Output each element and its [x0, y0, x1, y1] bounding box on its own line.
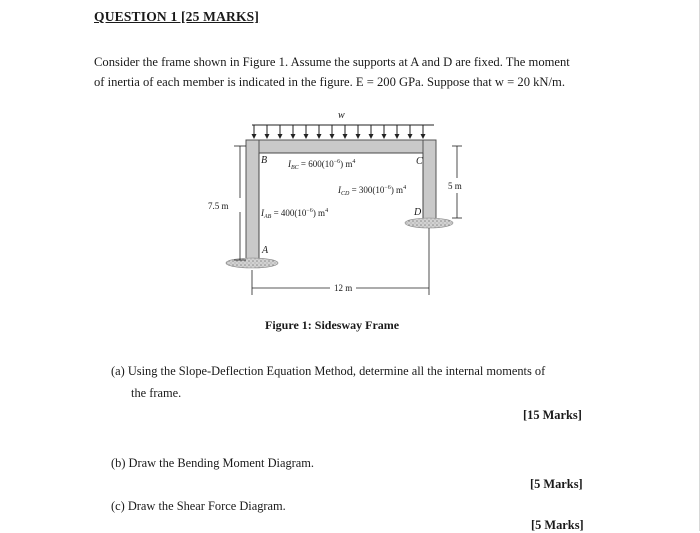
beam-bc — [246, 140, 436, 153]
load-arrowhead — [356, 134, 361, 139]
dimension-left — [208, 146, 246, 260]
fixed-support-a — [226, 258, 278, 268]
load-arrowhead — [395, 134, 400, 139]
question-b: (b) Draw the Bending Moment Diagram. — [111, 456, 315, 470]
load-arrowhead — [317, 134, 322, 139]
question-a-line-2: the frame. — [131, 386, 182, 400]
dimension-bottom — [252, 228, 429, 295]
node-d-label: D — [414, 207, 422, 218]
column-cd — [423, 140, 436, 220]
node-a-label: A — [262, 245, 269, 256]
question-c-marks: [5 Marks] — [531, 518, 584, 532]
question-b-marks: [5 Marks] — [530, 477, 583, 491]
question-a-line-1: (a) Using the Slope-Deflection Equation Method, determine all the internal moments of — [111, 364, 546, 378]
dimension-left-label: 7.5 m — [208, 201, 229, 211]
load-arrowhead — [265, 134, 270, 139]
node-c-label: C — [416, 156, 423, 167]
load-arrowhead — [369, 134, 374, 139]
dimension-right — [448, 146, 462, 218]
load-arrowhead — [304, 134, 309, 139]
column-ab — [246, 140, 259, 260]
load-arrowhead — [421, 134, 426, 139]
inertia-ab-label: $I_{AB} = 400(10^{-6})$ $m^4$ — [261, 208, 329, 220]
distributed-load — [252, 110, 435, 139]
load-label: w — [338, 110, 345, 121]
load-arrowhead — [252, 134, 257, 139]
frame-figure — [196, 100, 496, 310]
node-b-label: B — [261, 155, 268, 166]
load-arrowhead — [382, 134, 387, 139]
problem-statement-line-2: of inertia of each member is indicated in the figure. E = 200 GPa. Suppose that w = 20 kN/m. — [94, 75, 565, 89]
fixed-support-d — [405, 218, 453, 228]
inertia-bc-label: $I_{BC} = 600(10^{-6})$ $m^4$ — [288, 159, 356, 171]
inertia-cd-label: $I_{CD} = 300(10^{-6})$ $m^4$ — [338, 185, 407, 197]
load-arrowhead — [408, 134, 413, 139]
question-a-marks: [15 Marks] — [523, 408, 582, 422]
problem-statement — [94, 52, 604, 92]
question-heading: QUESTION 1 [25 MARKS] — [94, 9, 260, 24]
figure-caption: Figure 1: Sidesway Frame — [265, 318, 400, 332]
load-arrowhead — [278, 134, 283, 139]
problem-statement-line-1: Consider the frame shown in Figure 1. Assume the supports at A and D are fixed. The moment — [94, 55, 570, 69]
dimension-right-label: 5 m — [448, 181, 462, 191]
load-arrowhead — [343, 134, 348, 139]
load-arrowhead — [291, 134, 296, 139]
load-arrowhead — [330, 134, 335, 139]
frame-diagram — [196, 100, 496, 310]
load-arrows — [252, 125, 426, 139]
question-c: (c) Draw the Shear Force Diagram. — [111, 499, 286, 513]
dimension-bottom-label: 12 m — [334, 283, 353, 293]
